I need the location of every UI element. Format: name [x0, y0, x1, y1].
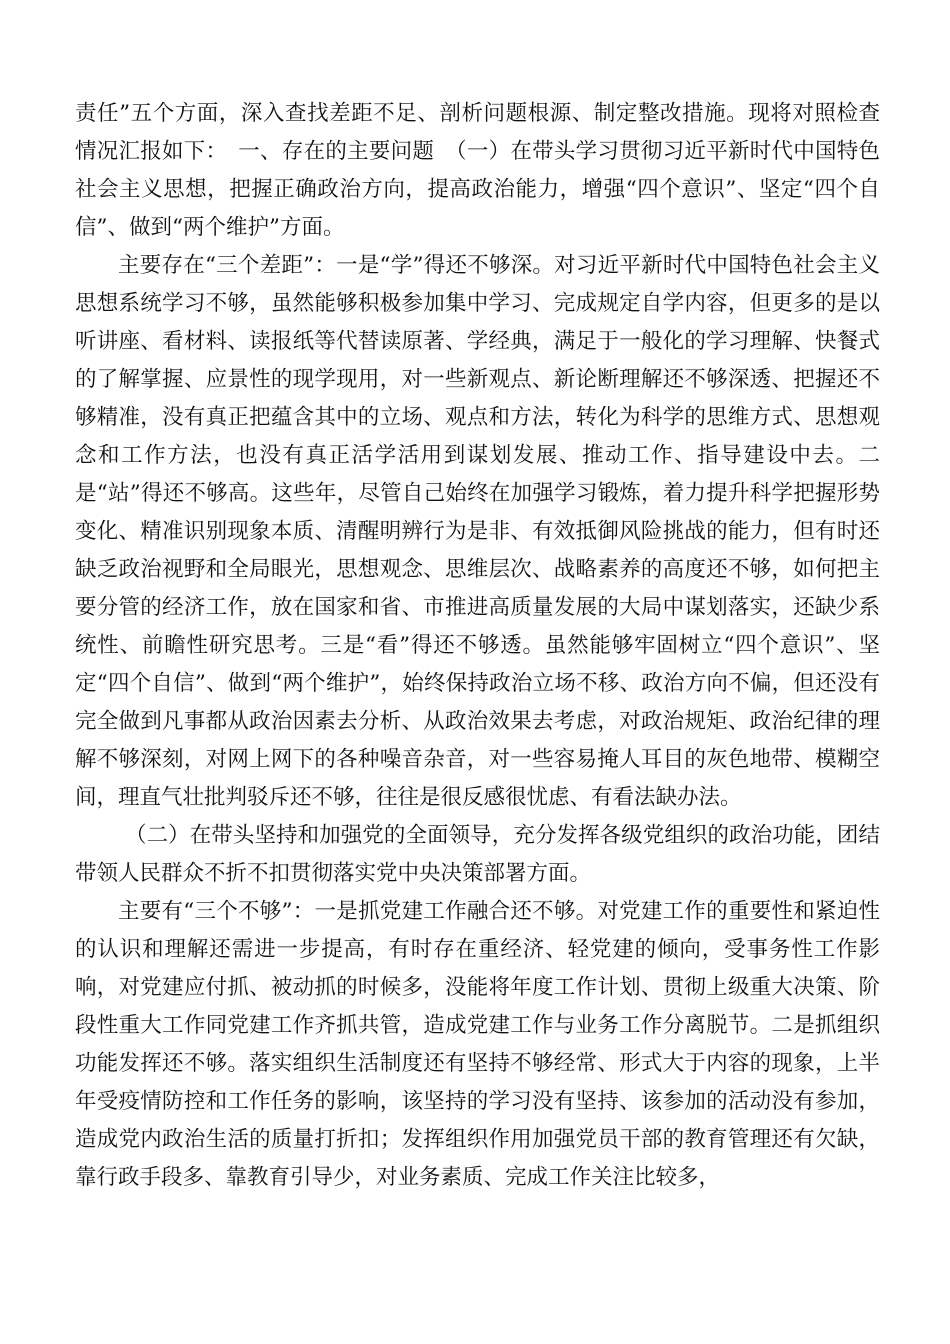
paragraph-intro: 责任”五个方面，深入查找差距不足、剖析问题根源、制定整改措施。现将对照检查情况汇报如下： 一、存在的主要问题 （一）在带头学习贯彻习近平新时代中国特色社会主义思想，把握正确政治方向，提高政治能力，增强“四个意识”、坚定“四个自信”、做到“两个维护”方面。	[75, 101, 880, 240]
document-body	[75, 95, 880, 1197]
paragraph-section-two-heading: （二）在带头坚持和加强党的全面领导，充分发挥各级党组织的政治功能，团结带领人民群众不折不扣贯彻落实党中央决策部署方面。	[75, 823, 880, 886]
paragraph-three-gaps: 主要存在“三个差距”：一是“学”得还不够深。对习近平新时代中国特色社会主义思想系统学习不够，虽然能够积极参加集中学习、完成规定自学内容，但更多的是以听讲座、看材料、读报纸等代替读原著、学经典，满足于一般化的学习理解、快餐式的了解掌握、应景性的现学现用，对一些新观点、新论断理解还不够深透、把握还不够精准，没有真正把蕴含其中的立场、观点和方法，转化为科学的思维方式、思想观念和工作方法，也没有真正活学活用到谋划发展、推动工作、指导建设中去。二是“站”得还不够高。这些年，尽管自己始终在加强学习锻炼，着力提升科学把握形势变化、精准识别现象本质、清醒明辨行为是非、有效抵御风险挑战的能力，但有时还缺乏政治视野和全局眼光，思想观念、思维层次、战略素养的高度还不够，如何把主要分管的经济工作，放在国家和省、市推进高质量发展的大局中谋划落实，还缺少系统性、前瞻性研究思考。三是“看”得还不够透。虽然能够牢固树立“四个意识”、坚定“四个自信”、做到“两个维护”，始终保持政治立场不移、政治方向不偏，但还没有完全做到凡事都从政治因素去分析、从政治效果去考虑，对政治规矩、政治纪律的理解不够深刻，对网上网下的各种噪音杂音，对一些容易掩人耳目的灰色地带、模糊空间，理直气壮批判驳斥还不够，往往是很反感很忧虑、有看法缺办法。	[75, 253, 880, 810]
paragraph-three-insufficiencies: 主要有“三个不够”：一是抓党建工作融合还不够。对党建工作的重要性和紧迫性的认识和理解还需进一步提高，有时存在重经济、轻党建的倾向，受事务性工作影响，对党建应付抓、被动抓的时候多，没能将年度工作计划、贯彻上级重大决策、阶段性重大工作同党建工作齐抓共管，造成党建工作与业务工作分离脱节。二是抓组织功能发挥还不够。落实组织生活制度还有坚持不够经常、形式大于内容的现象，上半年受疫情防控和工作任务的影响，该坚持的学习没有坚持、该参加的活动没有参加，造成党内政治生活的质量打折扣；发挥组织作用加强党员干部的教育管理还有欠缺，靠行政手段多、靠教育引导少，对业务素质、完成工作关注比较多，	[75, 899, 880, 1190]
